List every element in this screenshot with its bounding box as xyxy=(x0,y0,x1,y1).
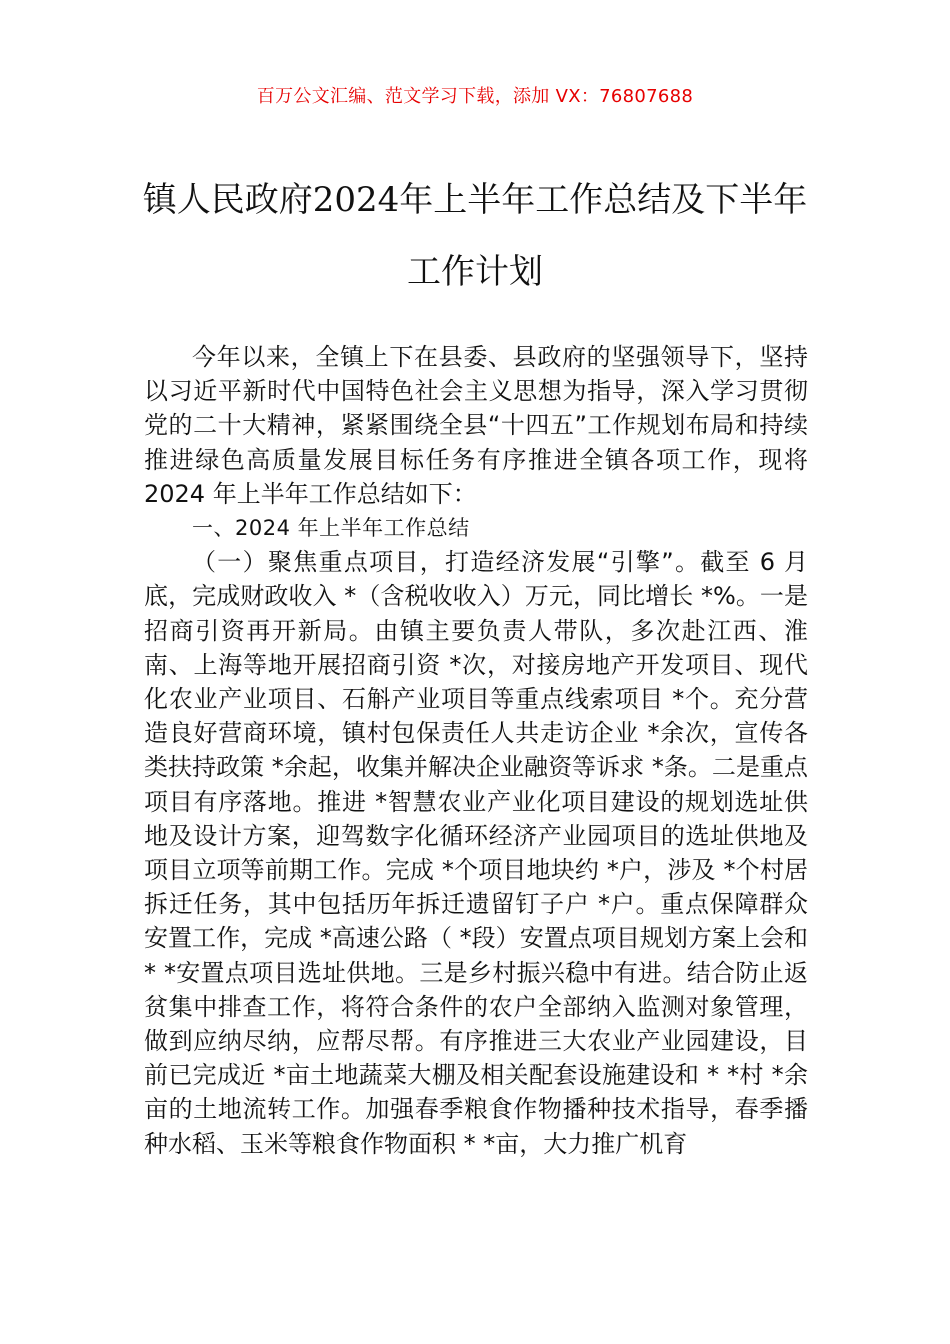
document-body xyxy=(144,340,808,1161)
intro-paragraph: 今年以来，全镇上下在县委、县政府的坚强领导下，坚持以习近平新时代中国特色社会主义思想为指导，深入学习贯彻党的二十大精神，紧紧围绕全县“十四五”工作规划布局和持续推进绿色高质量发展目标任务有序推进全镇各项工作，现将 2024 年上半年工作总结如下： xyxy=(144,343,808,508)
promo-banner: 百万公文汇编、范文学习下载，添加 VX：76807688 xyxy=(256,86,694,107)
document-title: 镇人民政府2024年上半年工作总结及下半年工作计划 xyxy=(142,180,808,292)
section-heading: 一、2024 年上半年工作总结 xyxy=(192,516,470,541)
section-1-paragraph: （一）聚焦重点项目，打造经济发展“引擎”。截至 6 月底，完成财政收入 *（含税收收入）万元，同比增长 *%。一是招商引资再开新局。由镇主要负责人带队，多次赴江西、淮南、上海等地开展招商引资 *次，对接房地产开发项目、现代化农业产业项目、石斛产业项目等重点线索项目 *个。充分营造良好营商环境，镇村包保责任人共走访企业 *余次，宣传各类扶持政策 *余起，收集并解决企业融资等诉求 *条。二是重点项目有序落地。推进 *智慧农业产业化项目建设的规划选址供地及设计方案，迎驾数字化循环经济产业园项目的选址供地及项目立项等前期工作。完成 *个项目地块约 *户，涉及 *个村居拆迁任务，其中包括历年拆迁遗留钉子户 *户。重点保障群众安置工作，完成 *高速公路（ *段）安置点项目规划方案上会和 * *安置点项目选址供地。三是乡村振兴稳中有进。结合防止返贫集中排查工作，将符合条件的农户全部纳入监测对象管理，做到应纳尽纳，应帮尽帮。有序推进三大农业产业园建设，目前已完成近 *亩土地蔬菜大棚及相关配套设施建设和 * *村 *余亩的土地流转工作。加强春季粮食作物播种技术指导，春季播种水稻、玉米等粮食作物面积 * *亩，大力推广机育 xyxy=(144,548,808,1158)
